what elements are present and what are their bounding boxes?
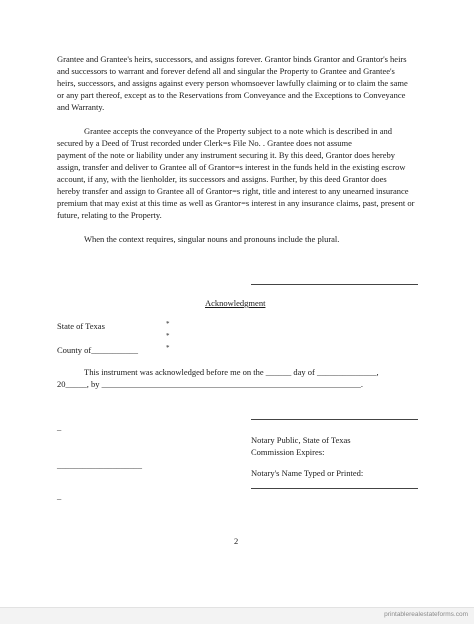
paragraph-line: payment of the note or liability under any instrument securing it. By this deed, Grantor does hereby bbox=[57, 150, 396, 160]
paragraph-line: assign, transfer and deliver to Grantee all of Grantor=s interest in the funds held in the existing escrow bbox=[57, 162, 406, 172]
paragraph-plural: When the context requires, singular nouns and pronouns include the plural. bbox=[84, 234, 340, 244]
paragraph-line: Grantee accepts the conveyance of the Property subject to a note which is described in and bbox=[84, 126, 393, 136]
venue-mark: * bbox=[166, 344, 170, 352]
commission-expires-label: Commission Expires: bbox=[251, 447, 325, 457]
seal-mark: _ bbox=[57, 491, 62, 501]
seal-blank: ____________________ bbox=[57, 460, 142, 470]
notary-name-line bbox=[251, 488, 418, 489]
paragraph-line: premium that may exist at this time as well as Grantor=s interest in any insurance claims, past, present or bbox=[57, 198, 415, 208]
paragraph-line: secured by a Deed of Trust recorded under Clerk=s File No. . Grantee does not assume bbox=[57, 138, 352, 148]
footer-bar bbox=[0, 607, 474, 624]
footer-watermark: printablerealestateforms.com bbox=[384, 611, 468, 618]
seal-mark: _ bbox=[57, 422, 62, 432]
paragraph-line: and Warranty. bbox=[57, 102, 105, 112]
acknowledgment-line: This instrument was acknowledged before me on the ______ day of ______________, bbox=[84, 367, 379, 377]
acknowledgment-line: 20_____, by _____________________________________________________________. bbox=[57, 379, 363, 389]
paragraph-line: Grantee and Grantee's heirs, successors, and assigns forever. Grantor binds Grantor and Grantor's heirs bbox=[57, 54, 407, 64]
state-label: State of Texas bbox=[57, 321, 105, 331]
page-number: 2 bbox=[234, 536, 239, 546]
acknowledgment-heading: Acknowledgment bbox=[205, 298, 266, 308]
paragraph-line: or any part thereof, except as to the Reservations from Conveyance and the Exceptions to Conveyance bbox=[57, 90, 406, 100]
notary-name-label: Notary's Name Typed or Printed: bbox=[251, 468, 364, 478]
paragraph-line: account, if any, with the lienholder, its successors and assigns. Further, by this deed Grantor does bbox=[57, 174, 387, 184]
notary-public-label: Notary Public, State of Texas bbox=[251, 435, 351, 445]
venue-mark: * bbox=[166, 332, 170, 340]
paragraph-line: and successors to warrant and forever defend all and singular the Property to Grantee and Grantee's bbox=[57, 66, 395, 76]
grantor-signature-line bbox=[251, 284, 418, 285]
paragraph-line: future, relating to the Property. bbox=[57, 210, 162, 220]
notary-signature-line bbox=[251, 419, 418, 420]
paragraph-line: hereby transfer and assign to Grantee all of Grantor=s right, title and interest to any unearned insurance bbox=[57, 186, 409, 196]
county-label: County of___________ bbox=[57, 345, 138, 355]
paragraph-line: heirs, successors, and assigns against every person whomsoever lawfully claiming or to claim the same bbox=[57, 78, 408, 88]
venue-mark: * bbox=[166, 320, 170, 328]
